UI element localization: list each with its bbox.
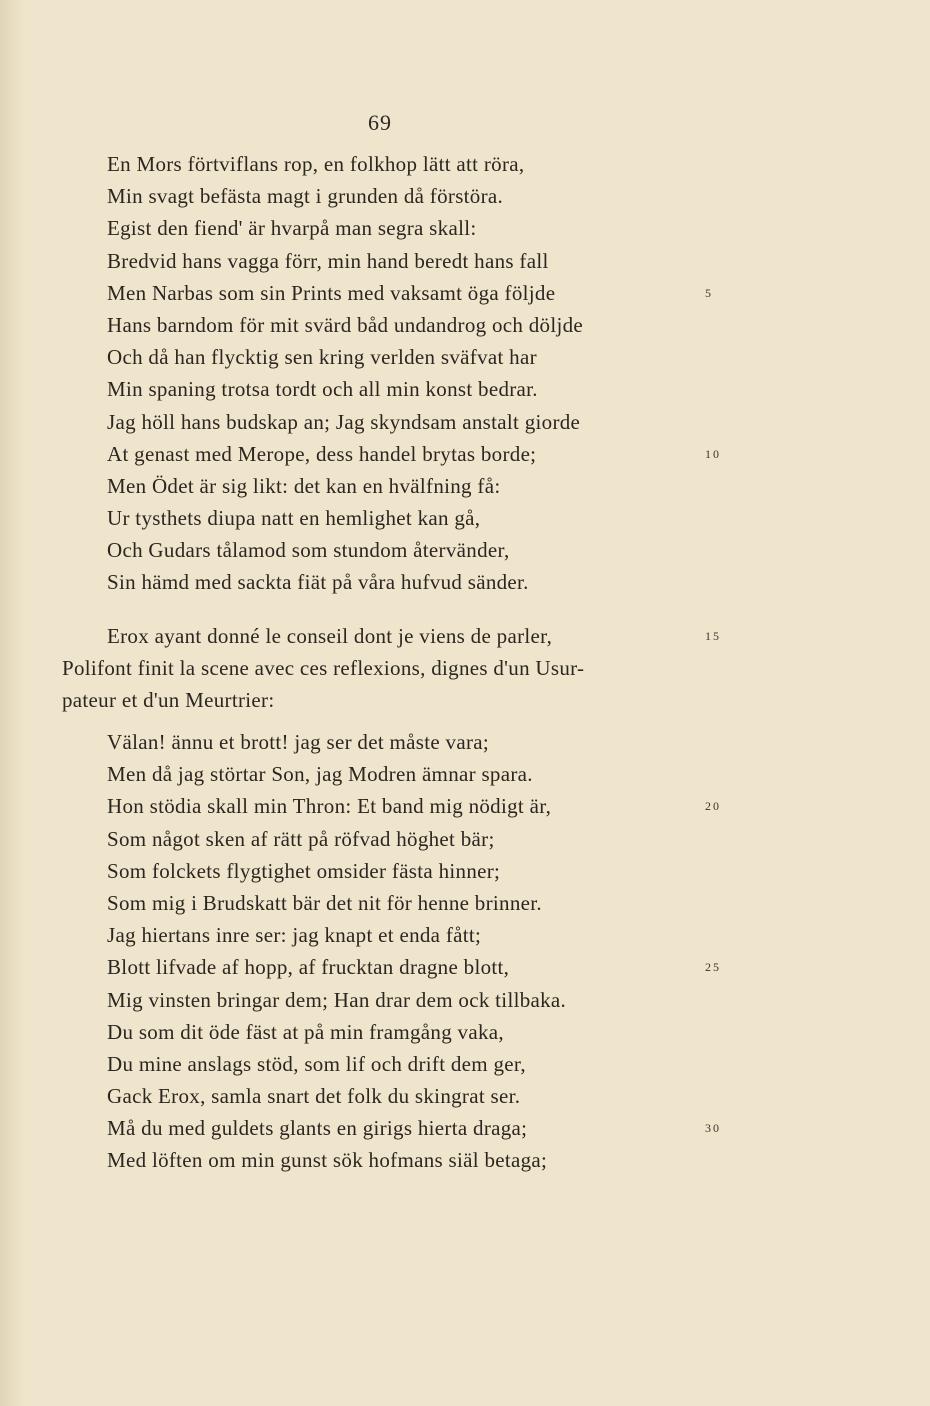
verse-line: Sin hämd med sackta fiät på våra hufvud sänder. — [107, 570, 529, 595]
verse-line: Du mine anslags stöd, som lif och drift dem ger, — [107, 1051, 526, 1076]
line-number: 30 — [705, 1121, 721, 1136]
verse-line: Min spaning trotsa tordt och all min konst bedrar. — [107, 377, 538, 402]
verse-line: Hans barndom för mit svärd båd undandrog och döljde — [107, 312, 584, 337]
verse-line: Som folckets flygtighet omsider fästa hinner; — [107, 858, 501, 883]
verse-block-1 — [107, 148, 727, 599]
verse-line: Gack Erox, samla snart det folk du skingrat ser. — [107, 1084, 521, 1109]
verse-line: Välan! ännu et brott! jag ser det måste vara; — [107, 730, 490, 754]
verse-line: Som mig i Brudskatt bär det nit för henne brinner. — [107, 890, 542, 915]
verse-line: Men då jag störtar Son, jag Modren ämnar spara. — [107, 762, 533, 787]
verse-line: Men Narbas som sin Prints med vaksamt öga följde 5 — [107, 277, 727, 309]
verse-line: En Mors förtviflans rop, en folkhop lätt att röra, — [107, 152, 525, 176]
line-number: 25 — [705, 960, 721, 975]
line-number: 5 — [705, 285, 713, 300]
verse-block-2 — [107, 726, 727, 1177]
verse-line: At genast med Merope, dess handel brytas borde; 10 — [107, 438, 727, 470]
verse-line: Jag höll hans budskap an; Jag skyndsam anstalt giorde — [107, 409, 581, 434]
verse-line: Hon stödia skall min Thron: Et band mig nödigt är, 20 — [107, 790, 727, 822]
prose-line: pateur et d'un Meurtrier: — [62, 688, 275, 713]
verse-line: Och då han flycktig sen kring verlden sväfvat har — [107, 345, 537, 370]
verse-line: Du som dit öde fäst at på min framgång vaka, — [107, 1019, 504, 1044]
prose-line: Erox ayant donné le conseil dont je viens de parler, 15 — [62, 620, 702, 652]
verse-line: Och Gudars tålamod som stundom återvänder, — [107, 538, 510, 563]
verse-line: Må du med guldets glants en girigs hierta draga; 30 — [107, 1112, 727, 1144]
prose-paragraph — [62, 620, 721, 717]
verse-line: Egist den fiend' är hvarpå man segra skall: — [107, 216, 477, 241]
verse-line: Jag hiertans inre ser: jag knapt et enda fått; — [107, 923, 482, 948]
verse-line: Som något sken af rätt på röfvad höghet bär; — [107, 826, 495, 851]
verse-line: Blott lifvade af hopp, af frucktan dragne blott, 25 — [107, 951, 727, 983]
line-number: 20 — [705, 799, 721, 814]
verse-line: Men Ödet är sig likt: det kan en hvälfning få: — [107, 473, 501, 498]
page-edge-shadow — [0, 0, 26, 1406]
line-number: 15 — [705, 629, 721, 643]
verse-line: Bredvid hans vagga förr, min hand beredt hans fall — [107, 248, 549, 273]
verse-line: Ur tysthets diupa natt en hemlighet kan gå, — [107, 506, 481, 531]
verse-line: Med löften om min gunst sök hofmans siäl betaga; — [107, 1148, 548, 1173]
line-number: 10 — [705, 446, 721, 461]
verse-line: Min svagt befästa magt i grunden då förstöra. — [107, 184, 504, 209]
prose-line: Polifont finit la scene avec ces reflexions, dignes d'un Usur- — [62, 656, 585, 681]
page-number: 69 — [368, 110, 392, 135]
verse-line: Mig vinsten bringar dem; Han drar dem ock tillbaka. — [107, 987, 567, 1012]
